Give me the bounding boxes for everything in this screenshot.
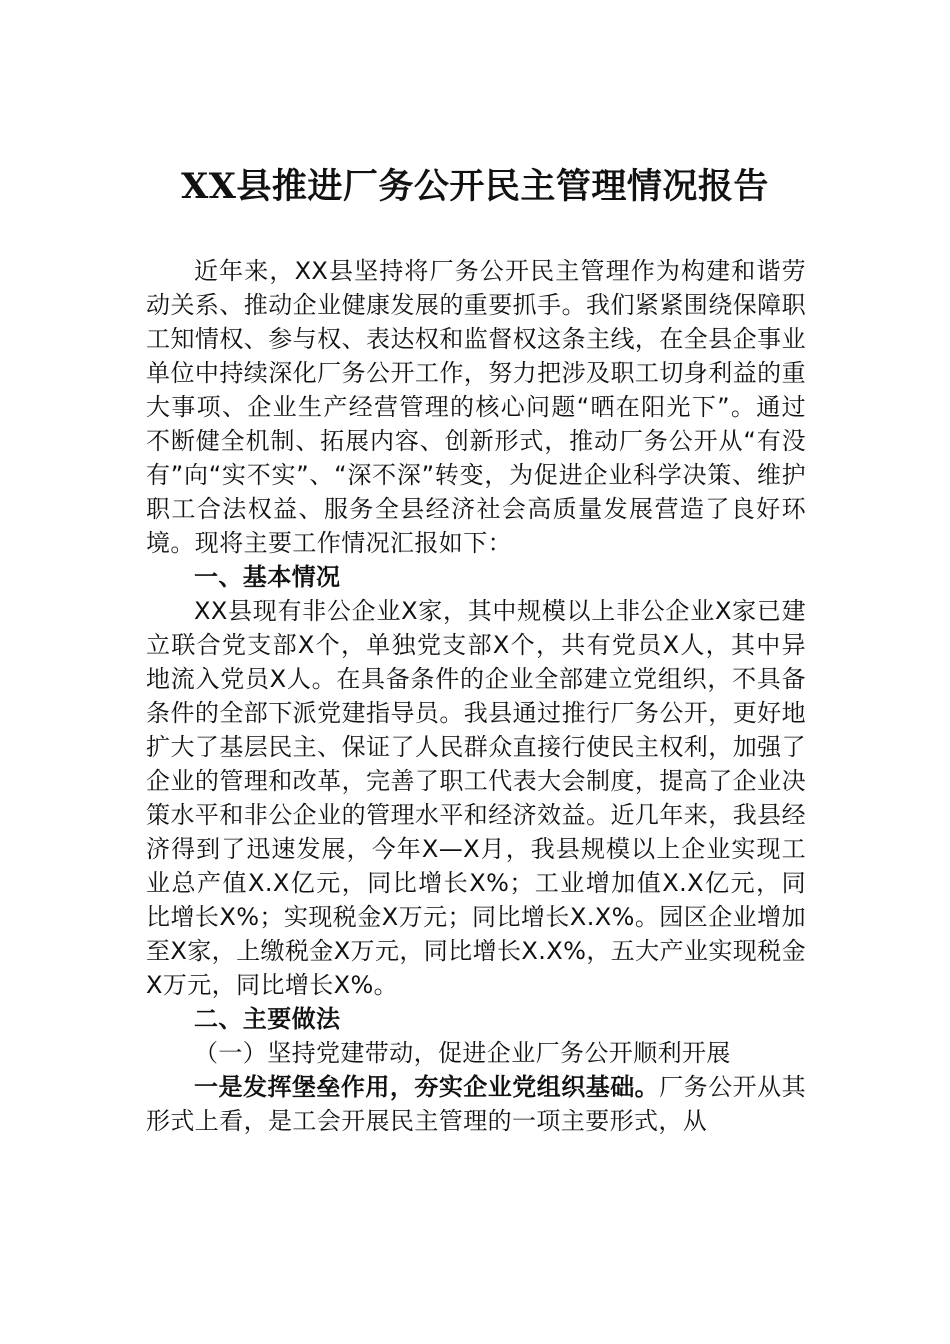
document-body — [146, 254, 806, 1138]
subsection-heading: （一）坚持党建带动，促进企业厂务公开顺利开展 — [194, 1039, 731, 1067]
lead-sentence: 一是发挥堡垒作用，夯实企业党组织基础。 — [194, 1073, 660, 1101]
document-title: XX县推进厂务公开民主管理情况报告 — [181, 166, 769, 207]
practice-paragraph — [146, 1070, 806, 1138]
section-heading-basic: 一、基本情况 — [194, 563, 341, 591]
basic-situation-paragraph: XX县现有非公企业X家，其中规模以上非公企业X家已建立联合党支部X个，单独党支部X个，共有党员X人，其中异地流入党员X人。在具备条件的企业全部建立党组织，不具备条件的全部下派党建指导员。我县通过推行厂务公开，更好地扩大了基层民主、保证了人民群众直接行使民主权利，加强了企业的管理和改革，完善了职工代表大会制度，提高了企业决策水平和非公企业的管理水平和经济效益。近几年来，我县经济得到了迅速发展，今年X—X月，我县规模以上企业实现工业总产值X.X亿元，同比增长X%；工业增加值X.X亿元，同比增长X%；实现税金X万元；同比增长X.X%。园区企业增加至X家，上缴税金X万元，同比增长X.X%，五大产业实现税金X万元，同比增长X%。 — [146, 597, 806, 999]
section-heading-practices: 二、主要做法 — [194, 1005, 341, 1033]
intro-paragraph: 近年来，XX县坚持将厂务公开民主管理作为构建和谐劳动关系、推动企业健康发展的重要抓手。我们紧紧围绕保障职工知情权、参与权、表达权和监督权这条主线，在全县企事业单位中持续深化厂务公开工作，努力把涉及职工切身利益的重大事项、企业生产经营管理的核心问题“晒在阳光下”。通过不断健全机制、拓展内容、创新形式，推动厂务公开从“有没有”向“实不实”、“深不深”转变，为促进企业科学决策、维护职工合法权益、服务全县经济社会高质量发展营造了良好环境。现将主要工作情况汇报如下： — [146, 257, 806, 557]
practice-paragraph-text: 厂务公开从其形式上看，是工会开展民主管理的一项主要形式，从 — [146, 1073, 806, 1135]
